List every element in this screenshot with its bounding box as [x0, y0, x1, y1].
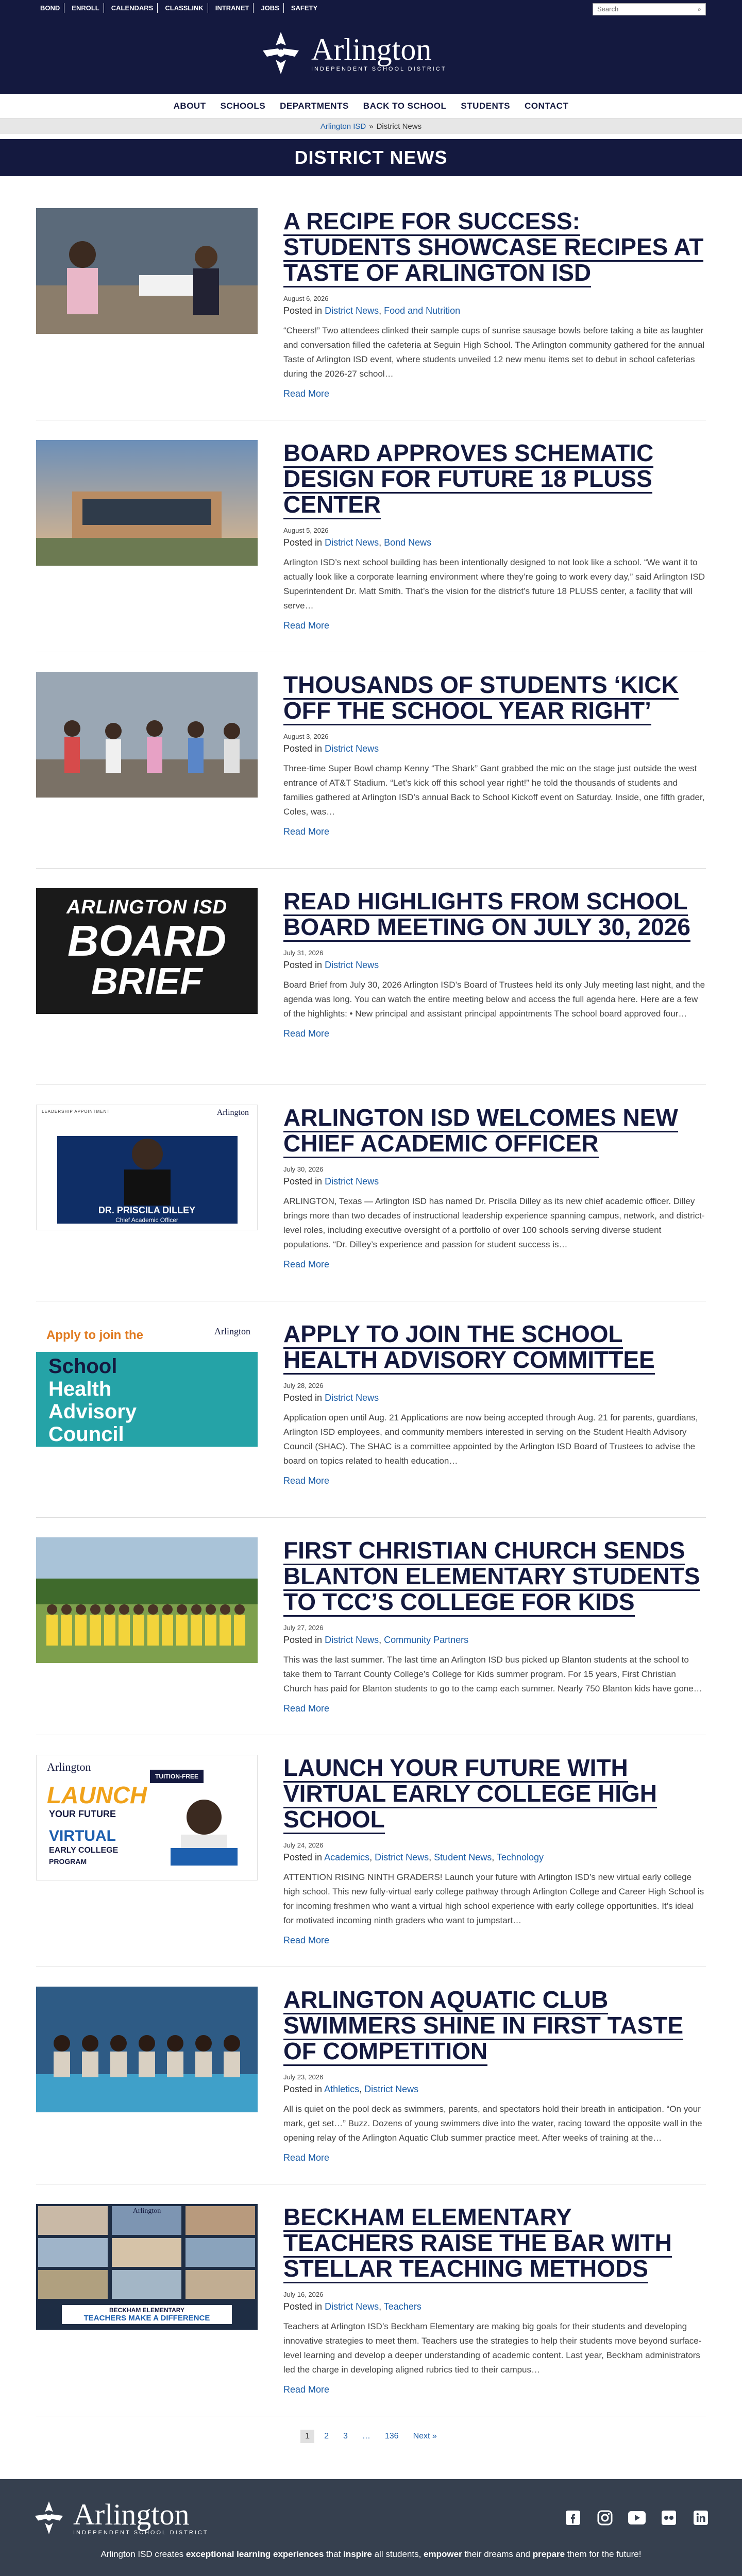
post-thumbnail[interactable]: [36, 2204, 258, 2330]
mission-text: them for the future!: [565, 2549, 642, 2559]
thumb-apply-text: Apply to join the: [46, 1328, 143, 1342]
post-body: [283, 672, 706, 848]
thumb-beckham-line1: BECKHAM ELEMENTARY: [109, 2307, 184, 2314]
search-icon[interactable]: ⌕: [697, 5, 701, 13]
main-nav-item[interactable]: STUDENTS: [461, 100, 510, 111]
site-logo[interactable]: [258, 30, 447, 76]
thumb-board-brief-line2: BOARD: [68, 917, 226, 965]
pagination: [0, 2430, 742, 2443]
post-title-link[interactable]: THOUSANDS OF STUDENTS ‘KICK OFF THE SCHOOL YEAR RIGHT’: [283, 671, 679, 725]
post-thumbnail[interactable]: [36, 1105, 258, 1230]
post-category-link[interactable]: District News: [325, 960, 379, 970]
search-placeholder: Search: [597, 5, 619, 13]
posted-in-label: Posted in: [283, 537, 323, 548]
mission-emphasis: exceptional learning experiences: [185, 2549, 324, 2559]
thumb-early-college: EARLY COLLEGE: [49, 1846, 119, 1855]
post-excerpt: Teachers at Arlington ISD’s Beckham Elementary are making big goals for their students and developing innovative strategies to meet them. Teachers use the strategies to help their students move beyond surface-level learning and develop a deeper understanding of academic content. Last year, Beckham administrators led the charge in developing aligned rubrics tied to their campus…: [283, 2321, 702, 2375]
read-more-link[interactable]: Read More: [283, 1476, 330, 1486]
mission-text: their dreams and: [462, 2549, 533, 2559]
main-nav-item[interactable]: DEPARTMENTS: [280, 100, 349, 111]
pagination-next-link[interactable]: Next »: [413, 2432, 437, 2441]
post-body: [283, 1321, 706, 1497]
read-more-link[interactable]: Read More: [283, 1259, 330, 1269]
post-body: [283, 440, 706, 631]
post-category-link[interactable]: District News: [325, 537, 379, 548]
thumb-person-role: Chief Academic Officer: [115, 1216, 178, 1224]
post-category-link[interactable]: Teachers: [383, 2301, 421, 2312]
read-more-link[interactable]: Read More: [283, 1028, 330, 1039]
post-body: [283, 1537, 706, 1714]
post-date: August 6, 2026: [283, 295, 329, 302]
post-categories: [283, 1852, 706, 1863]
mission-emphasis: prepare: [532, 2549, 565, 2559]
posted-in-label: Posted in: [283, 2301, 323, 2312]
category-separator: ,: [492, 1852, 497, 1862]
post-title-link[interactable]: READ HIGHLIGHTS FROM SCHOOL BOARD MEETING ON JULY 30, 2026: [283, 888, 690, 942]
thumb-brand: Arlington: [132, 2207, 161, 2215]
category-separator: ,: [379, 537, 384, 548]
post-body: [283, 2204, 706, 2395]
post-title-link[interactable]: BOARD APPROVES SCHEMATIC DESIGN FOR FUTURE 18 PLUSS CENTER: [283, 439, 653, 519]
thumb-council-line4: Council: [48, 1423, 124, 1446]
youtube-icon[interactable]: [627, 2507, 647, 2528]
post-thumbnail[interactable]: [36, 672, 258, 798]
post-categories: [283, 2301, 706, 2312]
post-thumbnail[interactable]: [36, 208, 258, 334]
post-category-link[interactable]: Academics: [324, 1852, 370, 1862]
post-categories: [283, 743, 706, 754]
read-more-link[interactable]: Read More: [283, 2384, 330, 2395]
posted-in-label: Posted in: [283, 2084, 323, 2094]
news-post: [36, 1301, 706, 1518]
thumb-program: PROGRAM: [49, 1857, 87, 1866]
thumb-council-line2: Health: [48, 1378, 112, 1400]
read-more-link[interactable]: Read More: [283, 2153, 330, 2163]
instagram-icon[interactable]: [595, 2507, 615, 2528]
post-thumbnail[interactable]: [36, 1755, 258, 1880]
read-more-link[interactable]: Read More: [283, 620, 330, 631]
page-title: DISTRICT NEWS: [294, 147, 448, 168]
post-category-link[interactable]: Bond News: [384, 537, 432, 548]
posted-in-label: Posted in: [283, 743, 323, 754]
news-post: [36, 197, 706, 420]
footer-logo-emblem-icon: [31, 2500, 67, 2536]
news-post: [36, 652, 706, 869]
post-date: July 16, 2026: [283, 2291, 324, 2298]
post-date: July 27, 2026: [283, 1624, 324, 1632]
post-body: [283, 1987, 706, 2163]
read-more-link[interactable]: Read More: [283, 1935, 330, 1945]
post-title-link[interactable]: APPLY TO JOIN THE SCHOOL HEALTH ADVISORY COMMITTEE: [283, 1320, 655, 1375]
util-nav-link[interactable]: BOND: [36, 3, 64, 13]
thumb-council-line1: School: [48, 1355, 117, 1378]
post-category-link[interactable]: District News: [325, 2301, 379, 2312]
post-date: July 23, 2026: [283, 2073, 324, 2081]
mission-text: all students,: [372, 2549, 424, 2559]
breadcrumb-current: District News: [376, 122, 422, 131]
thumb-board-brief-line1: ARLINGTON ISD: [66, 896, 228, 918]
news-post: [36, 1735, 706, 1967]
post-excerpt: ATTENTION RISING NINTH GRADERS! Launch your future with Arlington ISD’s new virtual early college high school. This new fully-virtual early college pathway through Arlington College and Career High School is for incoming freshmen who want a virtual high school experience with early college opportunities. It’s ideal for motivated incoming ninth graders who want to jumpstart…: [283, 1872, 704, 1925]
breadcrumb-separator: »: [369, 122, 374, 131]
logo-name: Arlington: [311, 32, 432, 66]
page-title-bar: [0, 139, 742, 176]
pagination-page-link: …: [362, 2432, 370, 2441]
util-nav-link[interactable]: CLASSLINK: [161, 3, 208, 13]
logo-subtitle: INDEPENDENT SCHOOL DISTRICT: [311, 66, 447, 72]
util-nav-link[interactable]: CALENDARS: [107, 3, 158, 13]
news-post: [36, 420, 706, 652]
thumb-tag: LEADERSHIP APPOINTMENT: [42, 1109, 110, 1114]
main-nav-item[interactable]: ABOUT: [173, 100, 206, 111]
post-date: August 5, 2026: [283, 527, 329, 534]
facebook-icon[interactable]: [563, 2507, 583, 2528]
posted-in-label: Posted in: [283, 1393, 323, 1403]
thumb-person-name: DR. PRISCILA DILLEY: [98, 1205, 196, 1215]
util-nav-link[interactable]: SAFETY: [291, 4, 318, 12]
category-separator: ,: [369, 1852, 375, 1862]
category-separator: ,: [379, 1635, 384, 1645]
post-title-link[interactable]: FIRST CHRISTIAN CHURCH SENDS BLANTON ELEMENTARY STUDENTS TO TCC’S COLLEGE FOR KIDS: [283, 1537, 700, 1617]
post-category-link[interactable]: District News: [325, 1176, 379, 1187]
mission-statement: [31, 2549, 711, 2560]
thumb-brand: Arlington: [214, 1326, 250, 1336]
news-post: [36, 1967, 706, 2184]
util-nav-link[interactable]: ENROLL: [68, 3, 104, 13]
pagination-page-link[interactable]: 3: [343, 2432, 348, 2441]
post-title-link[interactable]: LAUNCH YOUR FUTURE WITH VIRTUAL EARLY COLLEGE HIGH SCHOOL: [283, 1754, 657, 1834]
thumb-brand: Arlington: [47, 1760, 91, 1773]
main-nav-item[interactable]: SCHOOLS: [220, 100, 266, 111]
social-links: [563, 2507, 711, 2528]
main-nav: [0, 94, 742, 118]
post-date: July 28, 2026: [283, 1382, 324, 1389]
post-categories: [283, 1393, 706, 1403]
breadcrumb-home-link[interactable]: Arlington ISD: [320, 122, 366, 131]
pagination-current-page[interactable]: 1: [300, 2430, 314, 2443]
thumb-launch: LAUNCH: [47, 1782, 147, 1808]
post-date: July 30, 2026: [283, 1165, 324, 1173]
post-excerpt: ARLINGTON, Texas — Arlington ISD has named Dr. Priscila Dilley as its new chief academic officer. Dilley brings more than two decades of instructional leadership experience spanning campus, network, and district-level roles, including executive oversight of a portfolio of over 100 schools serving diverse student populations. “Dr. Dilley’s experience and passion for student success is…: [283, 1196, 705, 1249]
post-thumbnail[interactable]: [36, 1321, 258, 1447]
category-separator: ,: [429, 1852, 434, 1862]
post-excerpt: Three-time Super Bowl champ Kenny “The Shark” Gant grabbed the mic on the stage just outside the west entrance of AT&T Stadium. “Let’s kick off this school year right!” he told the thousands of students and families gathered at Arlington ISD’s annual Back to School Kickoff event on Saturday. Inside, one fifth grader, Coles, was…: [283, 764, 705, 817]
news-post: [36, 2184, 706, 2416]
post-body: [283, 1755, 706, 1946]
category-separator: ,: [379, 2301, 384, 2312]
pagination-page-link[interactable]: 2: [324, 2432, 329, 2441]
post-date: July 31, 2026: [283, 949, 324, 957]
post-category-link[interactable]: Student News: [434, 1852, 492, 1862]
category-separator: ,: [359, 2084, 365, 2094]
post-category-link[interactable]: Athletics: [324, 2084, 360, 2094]
post-date: August 3, 2026: [283, 733, 329, 740]
post-body: [283, 1105, 706, 1280]
posted-in-label: Posted in: [283, 1635, 323, 1645]
news-post: [36, 869, 706, 1085]
site-header: [0, 0, 742, 94]
post-excerpt: All is quiet on the pool deck as swimmers, parents, and spectators hold their breath in anticipation. “On your mark, get set…” Buzz. Dozens of young swimmers dive into the water, racing toward the opposite wall in the opening relay of the Arlington Aquatic Club summer practice meet. After weeks of training at the…: [283, 2104, 702, 2143]
main-nav-item[interactable]: BACK TO SCHOOL: [363, 100, 447, 111]
mission-text: that: [324, 2549, 344, 2559]
main-nav-item[interactable]: CONTACT: [525, 100, 569, 111]
post-date: July 24, 2026: [283, 1841, 324, 1849]
post-category-link[interactable]: District News: [325, 1393, 379, 1403]
footer-logo-name: Arlington: [73, 2498, 190, 2531]
post-title-link[interactable]: BECKHAM ELEMENTARY TEACHERS RAISE THE BAR WITH STELLAR TEACHING METHODS: [283, 2204, 672, 2283]
breadcrumb: [0, 118, 742, 134]
post-excerpt: “Cheers!” Two attendees clinked their sample cups of sunrise sausage bowls before taking a bite as laughter and conversation filled the cafeteria at Seguin High School. The Arlington community gathered for the annual Taste of Arlington ISD event, where students unveiled 12 new menu items set to debut in school cafeterias during the 2026-27 school…: [283, 326, 705, 379]
post-category-link[interactable]: District News: [375, 1852, 429, 1862]
post-categories: [283, 1176, 706, 1187]
post-categories: [283, 2084, 706, 2095]
post-title-link[interactable]: ARLINGTON ISD WELCOMES NEW CHIEF ACADEMIC OFFICER: [283, 1104, 678, 1158]
category-separator: ,: [379, 306, 384, 316]
post-category-link[interactable]: Community Partners: [384, 1635, 469, 1645]
search-input[interactable]: [593, 3, 706, 15]
linkedin-icon[interactable]: [690, 2507, 711, 2528]
post-category-link[interactable]: District News: [325, 743, 379, 754]
post-category-link[interactable]: District News: [325, 1635, 379, 1645]
mission-emphasis: empower: [424, 2549, 462, 2559]
util-nav-link[interactable]: INTRANET: [211, 3, 254, 13]
thumb-virtual: VIRTUAL: [49, 1827, 116, 1844]
thumb-beckham-line2: TEACHERS MAKE A DIFFERENCE: [83, 2314, 210, 2323]
post-body: [283, 888, 706, 1064]
posted-in-label: Posted in: [283, 306, 323, 316]
mission-emphasis: inspire: [343, 2549, 372, 2559]
footer-logo[interactable]: [31, 2500, 209, 2536]
post-categories: [283, 306, 706, 316]
post-excerpt: Arlington ISD’s next school building has been intentionally designed to not look like a school. “We want it to actually look like a corporate learning environment where they’re going to work every day,” said Arlington ISD Superintendent Dr. Matt Smith. That’s the vision for the district’s future 18 PLUSS center, a facility that will serve…: [283, 557, 705, 611]
post-title-link[interactable]: ARLINGTON AQUATIC CLUB SWIMMERS SHINE IN FIRST TASTE OF COMPETITION: [283, 1986, 683, 2066]
posted-in-label: Posted in: [283, 1176, 323, 1187]
post-thumbnail[interactable]: [36, 888, 258, 1014]
thumb-council-line3: Advisory: [48, 1400, 137, 1423]
pagination-page-link[interactable]: 136: [384, 2432, 399, 2441]
post-title-link[interactable]: A RECIPE FOR SUCCESS: STUDENTS SHOWCASE RECIPES AT TASTE OF ARLINGTON ISD: [283, 208, 703, 287]
post-categories: [283, 537, 706, 548]
read-more-link[interactable]: Read More: [283, 1703, 330, 1714]
post-category-link[interactable]: District News: [325, 306, 379, 316]
post-thumbnail[interactable]: [36, 1987, 258, 2112]
news-post: [36, 1518, 706, 1735]
thumb-tuition-free: TUITION-FREE: [150, 1770, 204, 1783]
mission-text: Arlington ISD creates: [100, 2549, 186, 2559]
post-excerpt: Application open until Aug. 21 Applications are now being accepted through Aug. 21 for parents, guardians, Arlington ISD employees, and community members interested in serving on the Student Health Advisory Council (SHAC). The SHAC is a committee appointed by the Arlington ISD Board of Trustees to advise the board on topics related to health education…: [283, 1413, 698, 1466]
post-category-link[interactable]: Food and Nutrition: [384, 306, 461, 316]
news-post: [36, 1085, 706, 1301]
thumb-board-brief-line3: BRIEF: [91, 961, 203, 1002]
post-categories: [283, 1635, 706, 1646]
util-nav-link[interactable]: JOBS: [257, 3, 283, 13]
post-excerpt: Board Brief from July 30, 2026 Arlington ISD’s Board of Trustees held its only July meeting last night, and the agenda was long. You can watch the entire meeting below and access the full agenda here. Here are a few of the highlights: • New principal and assistant principal appointments The school board approved four…: [283, 980, 705, 1019]
thumb-brand: Arlington: [216, 1108, 249, 1117]
read-more-link[interactable]: Read More: [283, 826, 330, 837]
post-category-link[interactable]: District News: [364, 2084, 419, 2094]
post-thumbnail[interactable]: [36, 1537, 258, 1663]
logo-emblem: [258, 30, 304, 76]
thumb-your-future: YOUR FUTURE: [49, 1809, 116, 1819]
site-footer: [0, 2479, 742, 2576]
post-categories: [283, 960, 706, 971]
read-more-link[interactable]: Read More: [283, 388, 330, 399]
posted-in-label: Posted in: [283, 960, 323, 970]
post-body: [283, 208, 706, 399]
footer-logo-subtitle: INDEPENDENT SCHOOL DISTRICT: [73, 2530, 209, 2536]
posted-in-label: Posted in: [283, 1852, 323, 1862]
flickr-icon[interactable]: [659, 2507, 679, 2528]
post-excerpt: This was the last summer. The last time an Arlington ISD bus picked up Blanton students at the school to take them to Tarrant County College’s College for Kids summer program. For 15 years, First Christian Church has paid for Blanton students to go to the camp each summer. Nearly 750 Blanton kids have gone…: [283, 1655, 702, 1693]
post-category-link[interactable]: Technology: [496, 1852, 544, 1862]
post-thumbnail[interactable]: [36, 440, 258, 566]
news-list: [36, 197, 706, 2416]
